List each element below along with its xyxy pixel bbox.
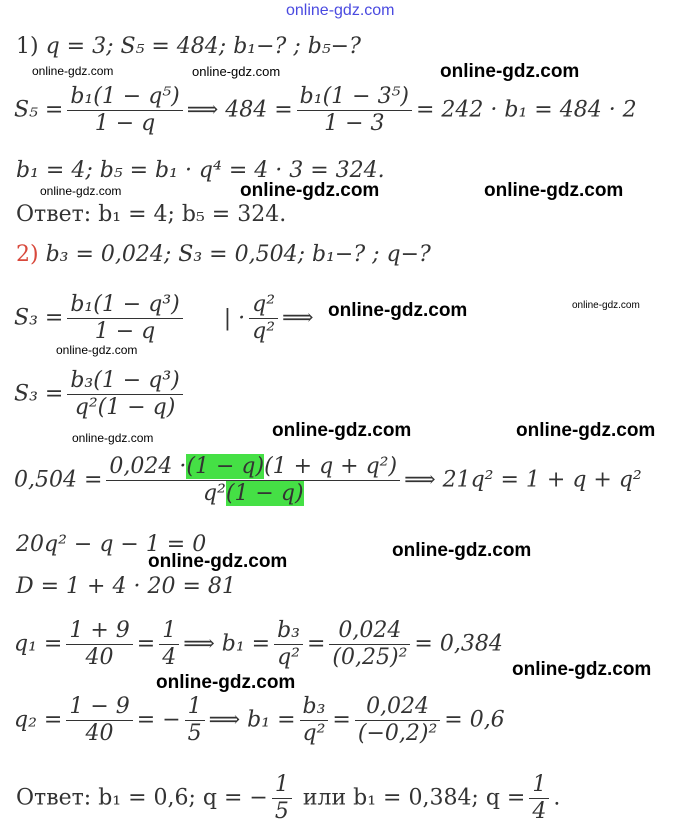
numerator: 1 + 9 (69, 618, 130, 643)
equals-sign: = (306, 631, 326, 657)
watermark: online-gdz.com (240, 180, 380, 201)
problem2-answer (16, 772, 560, 825)
quadratic-equation: 20q² − q − 1 = 0 (16, 532, 207, 557)
fraction (355, 694, 440, 747)
problem1-given-line (16, 34, 361, 60)
denominator: 5 (185, 720, 205, 747)
numerator: 1 (187, 694, 202, 719)
problem-number: 1) (16, 34, 39, 59)
equals-sign: = (136, 631, 156, 657)
fraction (67, 84, 182, 137)
fraction (185, 694, 205, 747)
fraction (67, 368, 182, 421)
denominator: 40 (66, 720, 132, 747)
watermark: online-gdz.com (148, 551, 288, 572)
watermark: online-gdz.com (516, 420, 656, 441)
problem2-given-line (16, 242, 431, 268)
equation-s3-b3 (14, 368, 187, 421)
fraction (300, 694, 329, 747)
highlighted-factor: (1 − q) (225, 481, 304, 506)
equation-s3-multiply (14, 292, 314, 345)
denominator: q² (249, 318, 278, 345)
numerator: b₃ (277, 618, 300, 643)
num-part: 0,024 · (109, 454, 187, 479)
denominator: 1 − q (67, 110, 182, 137)
watermark: online-gdz.com (40, 184, 122, 198)
denominator: 1 − q (67, 318, 182, 345)
numerator: 1 (532, 772, 547, 797)
implies-b1: ⟹ b₁ = (208, 707, 296, 733)
numerator: b₁(1 − q⁵) (70, 84, 180, 109)
implies-arrow: ⟹ (282, 305, 314, 331)
denominator: q²(1 − q) (67, 394, 182, 421)
eq-lhs: q₁ = (14, 631, 63, 657)
watermark: online-gdz.com (512, 659, 652, 680)
numerator: b₃(1 − q³) (70, 368, 180, 393)
equals-sign: = (332, 707, 351, 733)
eq-middle: ⟹ 484 = (186, 97, 293, 123)
denominator: 4 (159, 644, 179, 671)
numerator: 1 − 9 (69, 694, 130, 719)
denominator: q² (274, 644, 303, 671)
eq-lhs: S₃ = (14, 305, 64, 331)
watermark: online-gdz.com (32, 64, 114, 78)
denominator: 4 (529, 798, 549, 825)
problem1-equation (14, 84, 637, 137)
denominator (106, 480, 400, 507)
eq-lhs: 0,504 = (14, 467, 103, 493)
watermark: online-gdz.com (572, 300, 640, 311)
problem-number: 2) (16, 242, 39, 267)
denominator: (0,25)² (329, 644, 410, 671)
answer-text: Ответ: b₁ = 0,6; q = − (16, 785, 268, 811)
fraction (249, 292, 278, 345)
fraction (66, 694, 132, 747)
implies-b1: ⟹ b₁ = (183, 631, 271, 657)
fraction (274, 618, 303, 671)
watermark: online-gdz.com (484, 180, 624, 201)
watermark: online-gdz.com (72, 431, 154, 445)
watermark: online-gdz.com (56, 343, 138, 357)
watermark: online-gdz.com (272, 420, 412, 441)
denominator: (−0,2)² (355, 720, 440, 747)
watermark: online-gdz.com (392, 540, 532, 561)
watermark: online-gdz.com (328, 300, 468, 321)
problem2-given: b₃ = 0,024; S₃ = 0,504; b₁−? ; q−? (45, 242, 431, 267)
num-part: (1 + q + q²) (264, 454, 398, 479)
denominator: 1 − 3 (297, 110, 412, 137)
highlighted-factor: (1 − q) (186, 454, 265, 479)
den-part: q² (202, 481, 226, 506)
root-q1-line (14, 618, 503, 671)
eq-lhs: q₂ = (14, 707, 63, 733)
eq-rhs: = 242 · b₁ = 484 · 2 (415, 97, 637, 123)
eq-lhs: S₅ = (14, 97, 64, 123)
problem1-answer: Ответ: b₁ = 4; b₅ = 324. (16, 202, 287, 227)
result: = 0,6 (444, 707, 505, 733)
root-q2-line (14, 694, 505, 747)
answer-text: или b₁ = 0,384; q = (295, 785, 526, 811)
numerator: b₁(1 − q³) (70, 292, 180, 317)
numerator: b₁(1 − 3⁵) (299, 84, 409, 109)
watermark: online-gdz.com (440, 61, 580, 82)
multiply-sign: | · (223, 305, 246, 331)
numerator (106, 454, 400, 480)
numerator: 1 (162, 618, 177, 643)
numerator: 0,024 (338, 618, 402, 643)
watermark: online-gdz.com (192, 64, 281, 79)
denominator: 40 (66, 644, 132, 671)
problem1-given: q = 3; S₅ = 484; b₁−? ; b₅−? (45, 34, 361, 59)
numerator: 0,024 (366, 694, 430, 719)
denominator: q² (300, 720, 329, 747)
eq-lhs: S₃ = (14, 381, 64, 407)
period: . (553, 785, 561, 811)
numerator: b₃ (302, 694, 326, 719)
problem1-line2: b₁ = 4; b₅ = b₁ · q⁴ = 4 · 3 = 324. (16, 158, 385, 183)
result: = 0,384 (414, 631, 503, 657)
fraction (529, 772, 549, 825)
eq-rhs: ⟹ 21q² = 1 + q + q² (404, 467, 642, 493)
fraction (66, 618, 132, 671)
discriminant: D = 1 + 4 · 20 = 81 (16, 574, 236, 599)
fraction (329, 618, 410, 671)
watermark-top: online-gdz.com (286, 2, 395, 19)
watermark: online-gdz.com (156, 672, 296, 693)
fraction (106, 454, 400, 507)
numerator: 1 (274, 772, 289, 797)
equation-substitution (14, 454, 642, 507)
fraction (272, 772, 292, 825)
numerator: q² (252, 292, 276, 317)
fraction (67, 292, 182, 345)
fraction (159, 618, 179, 671)
equals-sign: = − (136, 707, 181, 733)
denominator: 5 (272, 798, 292, 825)
fraction (297, 84, 412, 137)
